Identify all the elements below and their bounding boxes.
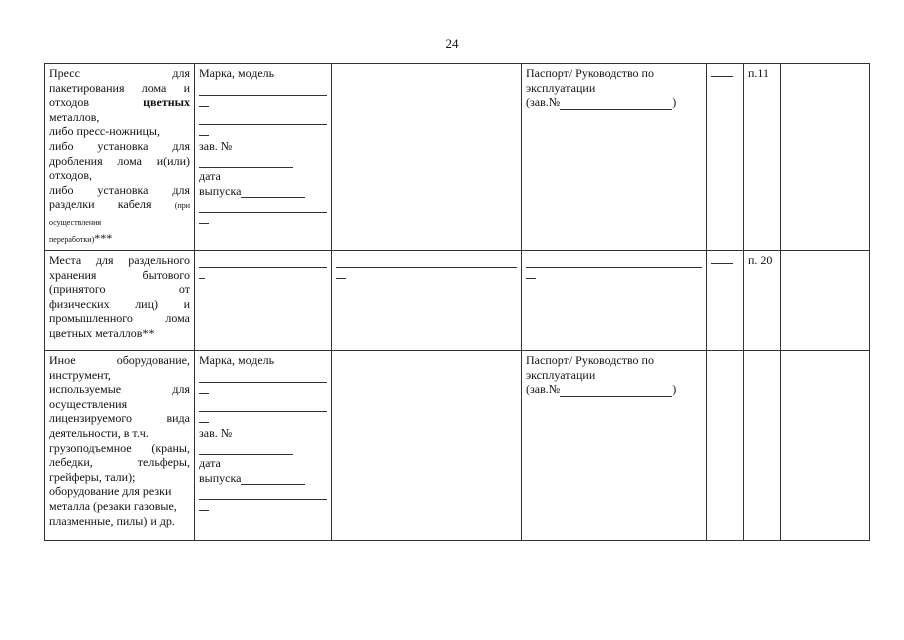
description-line: промышленного лома: [49, 311, 190, 326]
description-line: хранения бытового: [49, 267, 190, 282]
description-line: разделки кабеля (при: [49, 197, 191, 212]
description-cell: [45, 351, 195, 541]
date-label: дата: [199, 456, 221, 471]
location-field[interactable]: [199, 253, 327, 268]
description-line: дробления лома и(или): [49, 153, 190, 168]
mark-cell: [707, 351, 744, 541]
table-row: [45, 351, 870, 541]
description-line: плазменные, пилы) и др.: [49, 513, 175, 528]
description-line: лицензируемого вида: [49, 411, 190, 426]
empty-cell: [781, 251, 870, 351]
mark-field[interactable]: [711, 66, 733, 77]
docs-line: эксплуатации: [526, 367, 596, 382]
release-label: выпуска: [199, 184, 327, 199]
description-line: осуществления: [49, 217, 102, 227]
description-line: лебедки, тельферы,: [49, 455, 190, 470]
empty-cell: [781, 64, 870, 251]
mark-cell: [707, 251, 744, 351]
description-line: Иное оборудование,: [49, 353, 190, 367]
description-line: Пресс для: [49, 66, 190, 80]
description-line: переработки)***: [49, 230, 113, 245]
description-line: грузоподъемное (краны,: [49, 440, 190, 455]
mark-field[interactable]: [711, 253, 733, 264]
description-line: инструмент,: [49, 367, 111, 382]
address-field[interactable]: [336, 253, 517, 268]
description-cell: [45, 64, 195, 251]
serial-label: зав. №: [199, 138, 233, 153]
description-line: пакетирования лома и: [49, 80, 190, 95]
extra-field[interactable]: [199, 198, 327, 213]
description-line: (принятого от: [49, 282, 190, 297]
description-line: либо установка для: [49, 182, 190, 197]
docs-line: эксплуатации: [526, 80, 596, 95]
description-line: осуществления: [49, 396, 128, 411]
address-cell: [332, 251, 522, 351]
docs-cell: [522, 351, 707, 541]
description-cell: [45, 251, 195, 351]
description-line: либо установка для: [49, 138, 190, 153]
equipment-table: [44, 63, 870, 541]
description-line: грейферы, тали);: [49, 469, 136, 484]
description-line: отходов,: [49, 168, 93, 183]
brand-label: Марка, модель: [199, 66, 275, 80]
equipment-cell: [195, 64, 332, 251]
docs-serial: (зав.№ ): [526, 382, 677, 397]
serial-field[interactable]: [199, 440, 293, 455]
description-line: металлов,: [49, 109, 100, 124]
empty-cell: [332, 64, 522, 251]
empty-cell: [781, 351, 870, 541]
release-field[interactable]: [241, 472, 305, 485]
extra-field[interactable]: [199, 485, 327, 500]
docs-field[interactable]: [526, 253, 702, 268]
description-line: оборудование для резки: [49, 484, 172, 499]
ref-cell: [744, 351, 781, 541]
empty-cell: [332, 351, 522, 541]
docs-serial-field[interactable]: [560, 97, 672, 110]
date-label: дата: [199, 169, 221, 184]
docs-serial-field[interactable]: [560, 384, 672, 397]
description-line: Места для раздельного: [49, 253, 190, 267]
brand-field[interactable]: [199, 368, 327, 383]
table-row: [45, 251, 870, 351]
description-line: деятельности, в т.ч.: [49, 425, 149, 440]
serial-field[interactable]: [199, 153, 293, 168]
description-line: используемые для: [49, 382, 190, 397]
docs-cell: [522, 64, 707, 251]
description-line: отходов цветных: [49, 95, 190, 110]
serial-label: зав. №: [199, 425, 233, 440]
docs-serial: (зав.№ ): [526, 95, 677, 110]
description-line: физических лиц) и: [49, 296, 191, 311]
brand-field-2[interactable]: [199, 397, 327, 412]
release-label: выпуска: [199, 471, 327, 486]
table-row: [45, 64, 870, 251]
mark-cell: [707, 64, 744, 251]
brand-label: Марка, модель: [199, 353, 275, 367]
description-line: цветных металлов**: [49, 325, 155, 340]
equipment-cell: [195, 251, 332, 351]
brand-field-2[interactable]: [199, 110, 327, 125]
ref-cell: п.11: [744, 64, 781, 251]
docs-cell: [522, 251, 707, 351]
equipment-cell: [195, 351, 332, 541]
description-line: металла (резаки газовые,: [49, 498, 177, 513]
ref-cell: п. 20: [744, 251, 781, 351]
release-field[interactable]: [241, 185, 305, 198]
page-number: 24: [445, 36, 459, 51]
brand-field[interactable]: [199, 81, 327, 96]
docs-line: Паспорт/ Руководство по: [526, 66, 654, 80]
docs-line: Паспорт/ Руководство по: [526, 353, 654, 367]
description-line: либо пресс-ножницы,: [49, 124, 160, 139]
